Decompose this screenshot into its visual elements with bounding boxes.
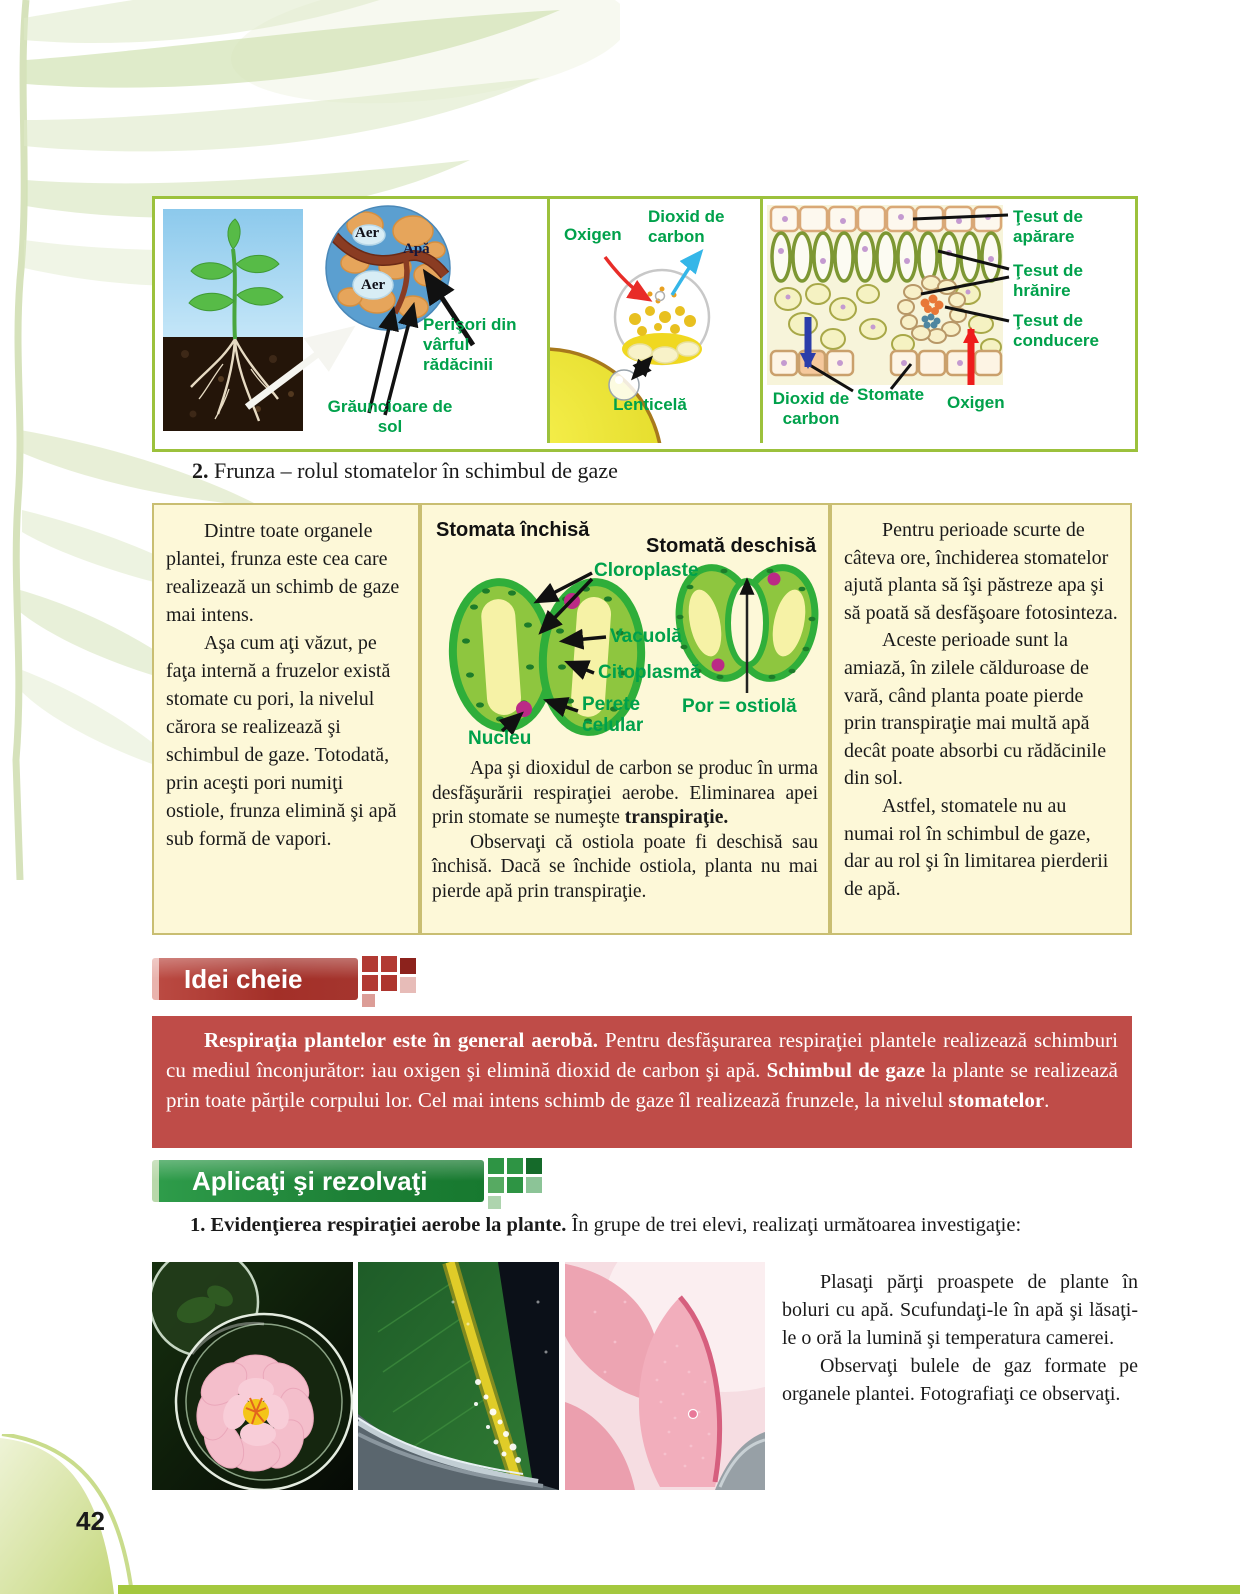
investigation-instructions (782, 1268, 1138, 1408)
task-text: În grupe de trei elevi, realizaţi următoarea investigaţie: (566, 1214, 1022, 1236)
right-text-column (830, 503, 1132, 935)
dioxid-de-carbon-out-label: Dioxid de carbon (772, 389, 850, 429)
section-number: 2. (192, 458, 209, 483)
cloroplaste-label: Cloroplaste (594, 560, 699, 581)
apa-label: Apă (403, 241, 430, 257)
tesut-conducere-label: Ţesut de conducere (1013, 311, 1099, 351)
open-stoma-title: Stomată deschisă (646, 535, 817, 557)
por-ostiola-label: Por = ostiolă (682, 696, 797, 717)
leaf-tissues-panel (763, 199, 1129, 443)
stomate-label: Stomate (857, 385, 925, 404)
tesut-aparare-label: Ţesut de apărare (1013, 207, 1083, 247)
perete-celular-label: Perete celular (582, 694, 644, 736)
footer-bar (118, 1585, 1240, 1594)
apply-banner-label: Aplicaţi şi rezolvaţi (192, 1166, 428, 1196)
task-line (152, 1214, 1140, 1237)
green-checker-decoration (488, 1158, 546, 1216)
key-ideas-text: Respiraţia plantelor este în general aerobă. Pentru desfăşurarea respiraţiei plantele realizează schimburi cu mediul înconjurător: iau oxigen şi elimină dioxid de carbon şi apă. Schimbul de gaze la plante se realizează prin toate părţile corpului lor. Cel mai intens schimb de gaze îl realizează frunzele, la nivelul stomatelor. (166, 1028, 1119, 1112)
root-panel (155, 199, 547, 443)
citoplasma-label: Citoplasmă (598, 662, 701, 683)
transpiratie-term: transpiraţie. (624, 807, 729, 829)
nucleu-label: Nucleu (468, 728, 532, 749)
middle-paragraph-2: Observaţi că ostiola poate fi deschisă sau închisă. Dacă se închide ostiola, planta nu mai pierde apă prin transpiraţie. (432, 831, 818, 902)
key-ideas-banner-label: Idei cheie (184, 964, 303, 994)
red-checker-decoration (362, 956, 420, 1014)
page-number: 42 (76, 1506, 105, 1536)
right-paragraph-1: Pentru perioade scurte de câteva ore, închiderea stomatelor ajută planta să îşi păstreze apa şi să poată să desfăşoare fotosinteza. (844, 519, 1118, 624)
apply-banner (152, 1160, 484, 1202)
lenticel-panel (550, 199, 760, 443)
instructions-paragraph-2: Observaţi bulele de gaz formate pe organele plantei. Fotografiaţi ce observaţi. (782, 1355, 1138, 1405)
gas-exchange-figure (152, 196, 1138, 452)
vacuola-label: Vacuolă (610, 626, 682, 647)
section-title: Frunza – rolul stomatelor în schimbul de gaze (208, 458, 618, 483)
grauncioare-label: Grăuncioare de sol (327, 397, 453, 437)
left-paragraph-1: Dintre toate organele plantei, frunza este cea care realizează un schimb de gaze mai intens. (166, 520, 400, 626)
left-paragraph-2: Aşa cum aţi văzut, pe faţa internă a fruzelor există stomate cu pori, la nivelul cărora se realizează şi schimbul de gaze. Totodată, prin aceşti pori numiţi ostiole, frunza elimină şi apă sub formă de vapori. (166, 632, 397, 850)
left-text-column (152, 503, 420, 935)
tesut-hranire-label: Ţesut de hrănire (1013, 261, 1083, 301)
perisori-label: Perişori din vârful rădăcinii (423, 315, 517, 375)
task-title: 1. Evidenţierea respiraţiei aerobe la plante. (190, 1214, 567, 1236)
closed-stoma-title: Stomata închisă (436, 519, 590, 541)
lenticela-label: Lenticelă (613, 395, 687, 414)
section-heading (192, 458, 618, 484)
oxigen-label: Oxigen (564, 225, 622, 244)
aer-label-top: Aer (355, 225, 380, 241)
instructions-paragraph-1: Plasaţi părţi proaspete de plante în boluri cu apă. Scufundaţi-le în apă şi lăsaţi-le o oră la lumină şi temperatura camerei. (782, 1271, 1138, 1349)
key-ideas-banner (152, 958, 358, 1000)
photo-leaf-bubbles (358, 1262, 559, 1490)
stomata-diagram (422, 505, 828, 757)
middle-paragraph-1: Apa şi dioxidul de carbon se produc în urma desfăşurării respiraţiei aerobe. Eliminarea apei prin stomate se numeşte transpiraţie. (432, 758, 818, 829)
middle-diagram-column (420, 503, 830, 935)
aer-label-bottom: Aer (361, 277, 386, 293)
right-paragraph-3: Astfel, stomatele nu au numai rol în schimbul de gaze, dar au rol şi în limitarea pierderii de apă. (844, 794, 1109, 900)
right-paragraph-2: Aceste perioade sunt la amiază, în zilele călduroase de vară, când planta poate pierde prin transpiraţie mai multă apă decât poate absorbi cu rădăcinile din sol. (844, 629, 1107, 790)
photo-flower-in-bowl (152, 1262, 353, 1490)
key-ideas-box (152, 1016, 1132, 1148)
oxigen-in-label: Oxigen (947, 393, 1005, 412)
photo-petal-closeup (565, 1262, 765, 1490)
dioxid-de-carbon-label: Dioxid de carbon (648, 207, 725, 247)
